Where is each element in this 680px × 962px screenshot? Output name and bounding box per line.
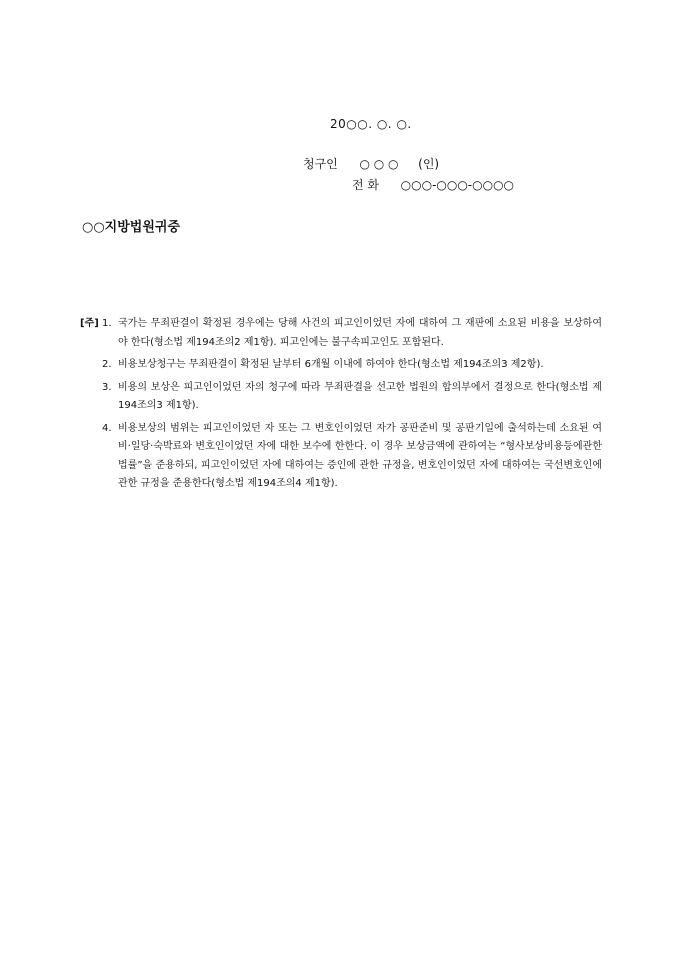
seal-mark: (인) [418,157,440,171]
claimant-line [303,155,439,172]
court-addressee: ○○지방법원귀중 [82,220,181,235]
note-number: 4. [102,422,112,434]
note-number: 1. [102,318,112,329]
note-item [80,356,602,375]
phone-label: 전 화 [352,178,379,192]
claimant-name: ○ ○ ○ [359,157,399,171]
phone-line [352,176,514,193]
notes-section [80,315,602,498]
note-number: 3. [102,381,112,393]
note-text: 비용보상청구는 무죄판결이 확정된 날부터 6개월 이내에 하여야 한다(형소법 제194조의3 제2항). [118,359,544,370]
notes-label: [주] [80,318,99,329]
phone-number: ○○○-○○○-○○○○ [400,178,515,192]
document-date: 20○○. ○. ○. [330,117,412,131]
note-item [80,379,602,416]
note-number: 2. [102,359,112,370]
note-text: 비용의 보상은 피고인이었던 자의 청구에 따라 무죄판결을 선고한 법원의 합의부에서 결정으로 한다(형소법 제194조의3 제1항). [118,381,602,411]
note-text: 국가는 무죄판결이 확정된 경우에는 당해 사건의 피고인이었던 자에 대하여 그 재판에 소요된 비용을 보상하여야 한다(형소법 제194조의2 제1항). 피고인에는 불구속피고인도 포함된다. [118,318,602,348]
note-text: 비용보상의 범위는 피고인이었던 자 또는 그 변호인이었던 자가 공판준비 및 공판기일에 출석하는데 소요된 여비·일당·숙박료와 변호인이었던 자에 대한 보수에 한한다. 이 경우 보상금액에 관하여는 “형사보상비용등에관한법률”을 준용하되, 피고인이었던 자에 대하여는 증인에 관한 규정을, 변호인이었던 자에 대하여는 국선변호인에 관한 규정을 준용한다(형소법 제194조의4 제1항). [118,422,602,489]
note-item [80,420,602,494]
note-item [80,315,602,352]
claimant-label: 청구인 [303,157,338,171]
